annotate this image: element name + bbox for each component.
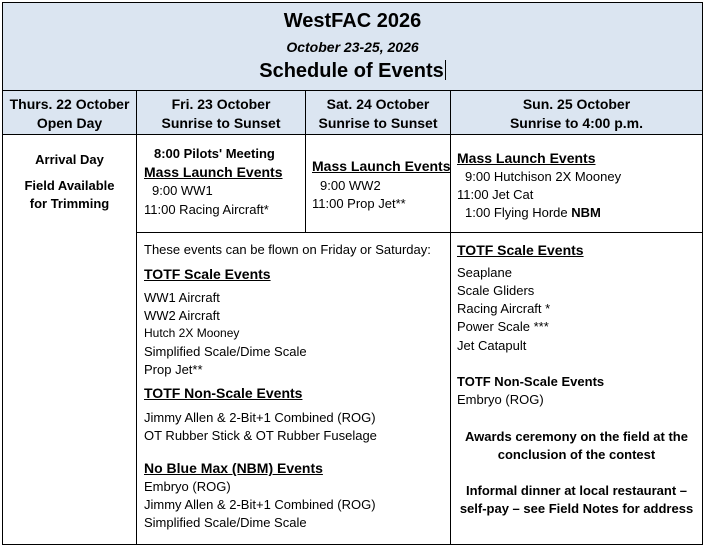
nbm-item: Embryo (ROG) xyxy=(144,479,231,494)
column-note: Sunrise to 4:00 p.m. xyxy=(509,115,644,131)
sunday-scale-heading: TOTF Scale Events xyxy=(457,242,584,258)
awards-line-1: Awards ceremony on the field at the xyxy=(465,429,688,444)
fri-sat-scale-item: Hutch 2X Mooney xyxy=(144,326,240,340)
friday-mass-launch-heading: Mass Launch Events xyxy=(144,164,283,180)
column-header-row xyxy=(3,91,702,135)
event-dates: October 23-25, 2026 xyxy=(286,39,419,55)
dinner-line-2: self-pay – see Field Notes for address xyxy=(459,501,694,516)
sunday-horde-nbm: NBM xyxy=(571,205,601,220)
column-header-friday xyxy=(137,91,305,134)
fri-sat-intro: These events can be flown on Friday or Saturday: xyxy=(144,242,431,257)
fri-sat-scale-item: Simplified Scale/Dime Scale xyxy=(144,344,307,359)
sunday-scale-item: Seaplane xyxy=(457,265,512,280)
event-title: WestFAC 2026 xyxy=(283,10,422,32)
saturday-item: 9:00 WW2 xyxy=(320,178,381,193)
column-header-thursday xyxy=(3,91,136,134)
sunday-item: 9:00 Hutchison 2X Mooney xyxy=(465,169,622,184)
saturday-item: 11:00 Prop Jet** xyxy=(312,196,406,211)
schedule-table xyxy=(2,2,703,545)
thursday-arrival: Arrival Day xyxy=(35,152,104,167)
fri-sat-scale-item: WW1 Aircraft xyxy=(144,290,220,305)
column-day: Sun. 25 October xyxy=(522,96,631,112)
sunday-flying-horde xyxy=(465,204,601,222)
sunday-scale-item: Scale Gliders xyxy=(457,283,535,298)
column-note: Sunrise to Sunset xyxy=(161,115,281,131)
awards-line-2: conclusion of the contest xyxy=(497,447,656,462)
schedule-subtitle-text: Schedule of Events xyxy=(259,60,444,82)
friday-item: 11:00 Racing Aircraft* xyxy=(144,202,269,217)
saturday-mass-launch-heading: Mass Launch Events xyxy=(312,158,451,174)
divider-line xyxy=(136,91,137,544)
nbm-item: Simplified Scale/Dime Scale xyxy=(144,515,307,530)
thursday-field-line-2: for Trimming xyxy=(29,196,110,211)
column-day: Fri. 23 October xyxy=(171,96,271,112)
sunday-nonscale-heading: TOTF Non-Scale Events xyxy=(457,374,605,389)
sunday-mass-launch-heading: Mass Launch Events xyxy=(457,150,596,166)
fri-sat-scale-item: Prop Jet** xyxy=(144,362,203,377)
column-header-saturday xyxy=(306,91,450,134)
fri-sat-nonscale-item: Jimmy Allen & 2-Bit+1 Combined (ROG) xyxy=(144,410,376,425)
text-cursor xyxy=(445,60,446,80)
column-note: Sunrise to Sunset xyxy=(318,115,438,131)
sunday-nonscale-item: Embryo (ROG) xyxy=(457,392,544,407)
column-day: Thurs. 22 October xyxy=(9,96,130,112)
sunday-scale-item: Jet Catapult xyxy=(457,338,527,353)
title-block xyxy=(3,3,702,91)
sunday-item: 11:00 Jet Cat xyxy=(457,187,534,202)
fri-sat-scale-heading: TOTF Scale Events xyxy=(144,266,271,282)
friday-item: 9:00 WW1 xyxy=(152,183,213,198)
column-header-sunday xyxy=(451,91,702,134)
column-day: Sat. 24 October xyxy=(326,96,430,112)
pilots-meeting: 8:00 Pilots' Meeting xyxy=(154,146,275,161)
divider-line xyxy=(305,91,306,232)
nbm-item: Jimmy Allen & 2-Bit+1 Combined (ROG) xyxy=(144,497,376,512)
nbm-heading: No Blue Max (NBM) Events xyxy=(144,460,323,476)
fri-sat-scale-item: WW2 Aircraft xyxy=(144,308,220,323)
thursday-field-line-1: Field Available xyxy=(24,178,115,193)
fri-sat-nonscale-heading: TOTF Non-Scale Events xyxy=(144,385,303,401)
column-note: Open Day xyxy=(36,115,103,131)
sunday-scale-item: Racing Aircraft * xyxy=(457,301,551,316)
fri-sat-nonscale-item: OT Rubber Stick & OT Rubber Fuselage xyxy=(144,428,377,443)
dinner-line-1: Informal dinner at local restaurant – xyxy=(465,483,688,498)
sunday-horde-text: 1:00 Flying Horde xyxy=(465,205,572,220)
schedule-subtitle xyxy=(3,60,702,83)
sunday-scale-item: Power Scale *** xyxy=(457,319,549,334)
divider-line xyxy=(136,232,702,233)
